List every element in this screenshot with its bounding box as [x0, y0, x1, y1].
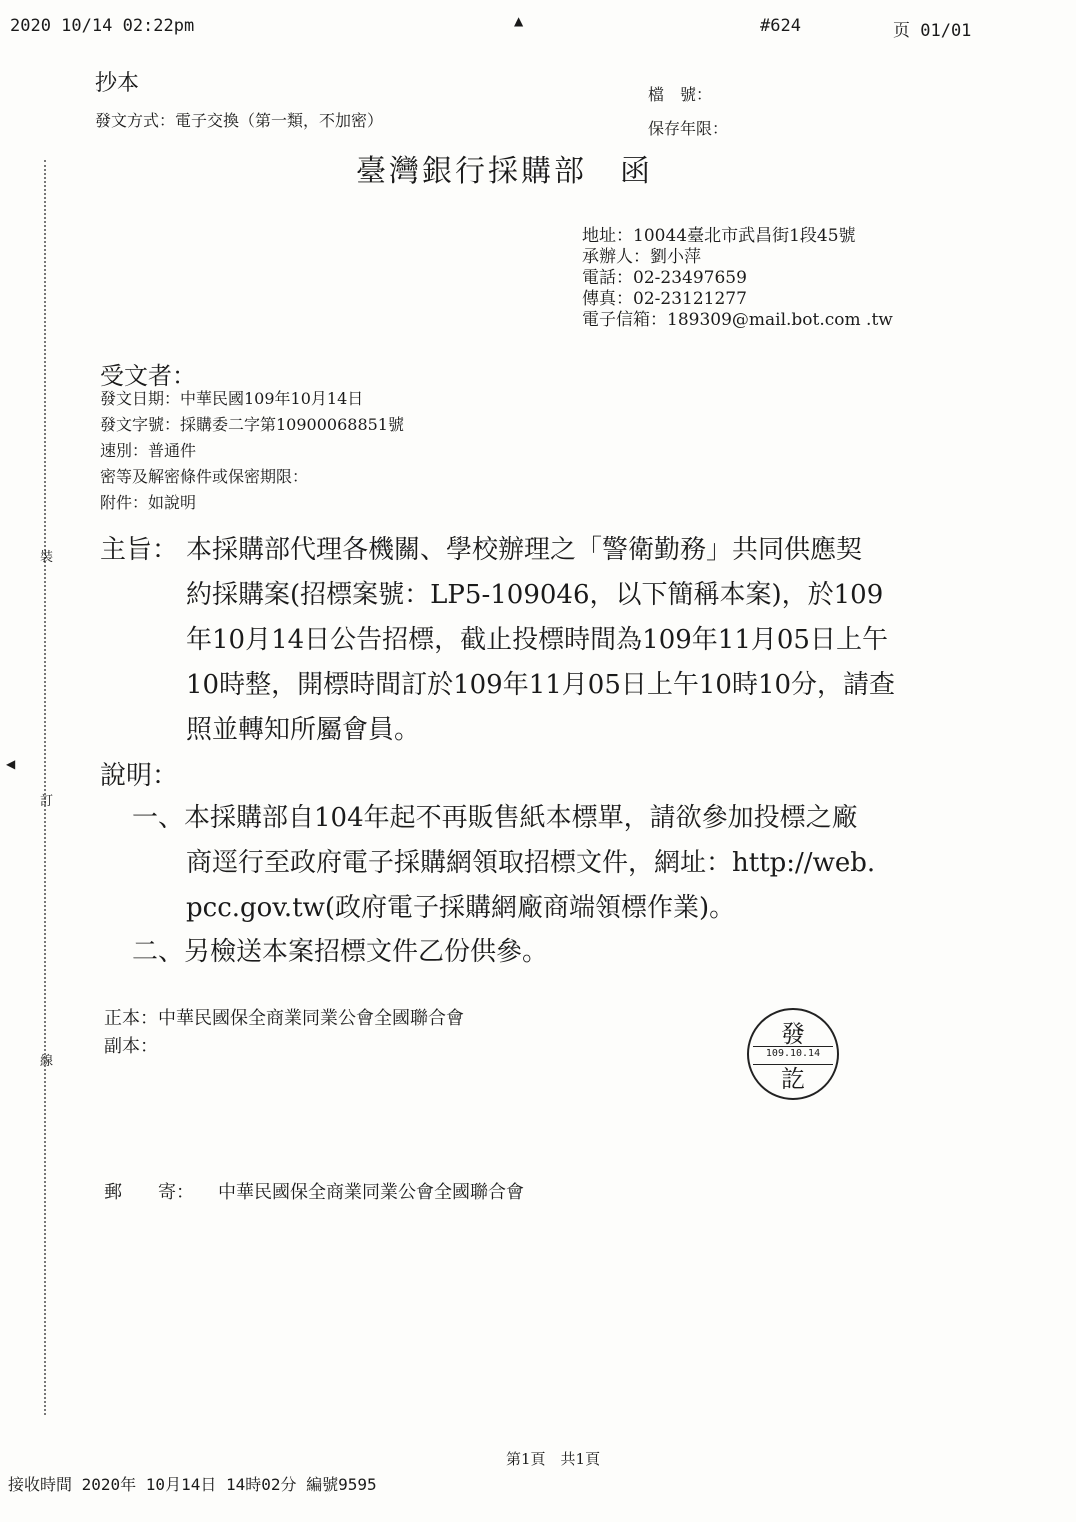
explanation-line: 一、本採購部自104年起不再販售紙本標單，請欲參加投標之廠: [132, 803, 858, 833]
attachment-note: 附件：如說明: [100, 493, 197, 512]
explanation-item-2: 二、另檢送本案招標文件乙份供參。: [132, 937, 549, 967]
recipient-label: 受文者：: [100, 362, 196, 390]
document-title: 臺灣銀行採購部 函: [356, 154, 653, 189]
subject-label: 主旨：: [100, 535, 179, 565]
contact-address: 地址：10044臺北市武昌街1段45號: [582, 226, 856, 246]
copy-recipient: 副本：: [104, 1036, 158, 1057]
receive-time: 接收時間 2020年 10月14日 14時02分 編號9595: [8, 1475, 377, 1494]
subject-line: 照並轉知所屬會員。: [186, 715, 421, 745]
copy-label: 抄本: [95, 71, 140, 96]
explanation-label: 說明：: [100, 761, 179, 791]
subject-line: 本採購部代理各機關、學校辦理之「警衛勤務」共同供應契: [186, 535, 863, 565]
document-number: 發文字號：採購委二字第10900068851號: [100, 415, 404, 434]
binding-arrow-icon: ◀: [6, 757, 16, 771]
delivery-speed: 速別：普通件: [100, 441, 197, 460]
page-footer: 第1頁 共1頁: [506, 1450, 601, 1468]
subject-line: 年10月14日公告招標，截止投標時間為109年11月05日上午: [186, 625, 888, 655]
stamp-bottom-char: 訖: [781, 1065, 805, 1093]
fax-page-count: 页 01/01: [893, 21, 972, 41]
meta-block: [100, 386, 404, 516]
contact-phone: 電話：02-23497659: [582, 268, 747, 288]
binding-line: [44, 160, 46, 1415]
stamp-divider: [753, 1046, 833, 1047]
contact-email: 電子信箱：189309@mail.bot.com .tw: [582, 310, 893, 330]
dispatched-stamp: [747, 1008, 839, 1100]
contact-block: [582, 226, 893, 331]
explanation-item-1: [132, 796, 875, 931]
binding-mark-middle: 訂: [40, 794, 54, 809]
fax-timestamp: 2020 10/14 02:22pm: [10, 16, 195, 36]
binding-mark-bottom: 線: [40, 1054, 54, 1069]
explanation-line: pcc.gov.tw(政府電子採購網廠商端領標作業)。: [186, 893, 736, 923]
contact-fax: 傳真：02-23121277: [582, 289, 747, 309]
stamp-date: 109.10.14: [765, 1048, 821, 1059]
retention-period: 保存年限：: [648, 119, 729, 138]
issue-date: 發文日期：中華民國109年10月14日: [100, 389, 364, 408]
original-recipient: 正本：中華民國保全商業同業公會全國聯合會: [104, 1008, 464, 1029]
fax-marker-icon: ▲: [514, 14, 524, 28]
mail-to-value: 中華民國保全商業同業公會全國聯合會: [218, 1182, 524, 1203]
fax-job-number: #624: [760, 16, 801, 36]
subject-line: 10時整，開標時間訂於109年11月05日上午10時10分，請查: [186, 670, 896, 700]
send-method: 發文方式：電子交換（第一類，不加密）: [95, 111, 384, 130]
explanation-line: 商逕行至政府電子採購網領取招標文件，網址：http://web.: [186, 848, 876, 878]
mail-to-label: 郵 寄：: [104, 1182, 194, 1203]
stamp-top-char: 發: [781, 1020, 805, 1048]
file-number: 檔 號：: [648, 85, 713, 104]
contact-handler: 承辦人：劉小萍: [582, 247, 701, 267]
subject-line: 約採購案(招標案號：LP5-109046，以下簡稱本案)，於109: [186, 580, 884, 610]
binding-mark-top: 裝: [40, 550, 54, 565]
secrecy-level: 密等及解密條件或保密期限：: [100, 467, 309, 486]
subject-body: [186, 528, 895, 753]
